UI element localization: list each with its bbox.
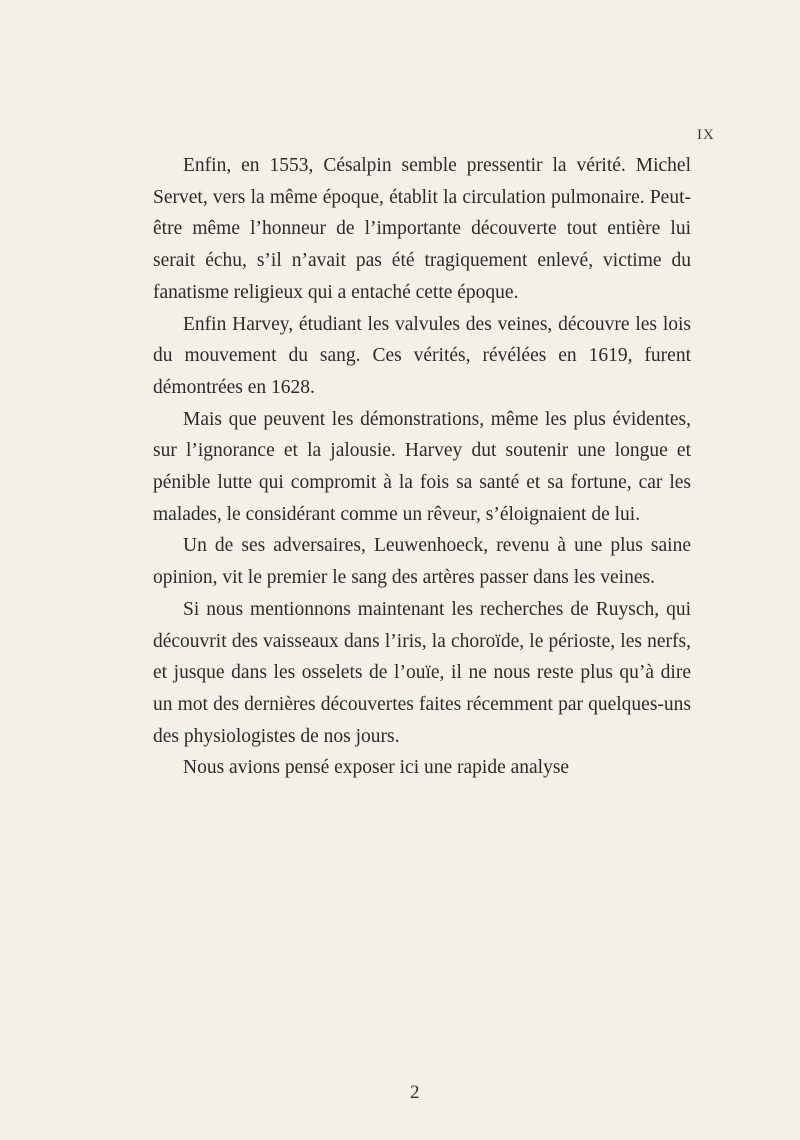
body-text — [153, 150, 691, 784]
paragraph-ruysch: Si nous mentionnons maintenant les recherches de Ruysch, qui découvrit des vaisseaux dans l’iris, la choroïde, le périoste, les nerfs, et jusque dans les osselets de l’ouïe, il ne nous reste plus qu’à dire un mot des dernières découvertes faites récemment par quelques-uns des physiologistes de nos jours. — [153, 598, 691, 747]
paragraph-cesalpin: Enfin, en 1553, Césalpin semble pressentir la vérité. Michel Servet, vers la même époque, établit la circulation pulmonaire. Peut-être même l’honneur de l’importante découverte tout entière lui serait échu, s’il n’avait pas été tragiquement enlevé, victime du fanatisme religieux qui a entaché cette époque. — [153, 155, 691, 303]
paragraph-demonstrations: Mais que peuvent les démonstrations, même les plus évidentes, sur l’ignorance et la jalousie. Harvey dut soutenir une longue et pénible lutte qui compromit à la fois sa santé et sa fortune, car les malades, le considérant comme un rêveur, s’éloignaient de lui. — [153, 408, 691, 525]
paragraph-analyse: Nous avions pensé exposer ici une rapide analyse — [183, 757, 570, 779]
page-number: IX — [697, 127, 715, 143]
paragraph-leuwenhoeck: Un de ses adversaires, Leuwenhoeck, revenu à une plus saine opinion, vit le premier le sang des artères passer dans les veines. — [153, 535, 691, 589]
signature-mark: 2 — [410, 1082, 420, 1103]
paragraph-harvey: Enfin Harvey, étudiant les valvules des veines, découvre les lois du mouvement du sang. Ces vérités, révélées en 1619, furent démontrées en 1628. — [153, 313, 691, 398]
